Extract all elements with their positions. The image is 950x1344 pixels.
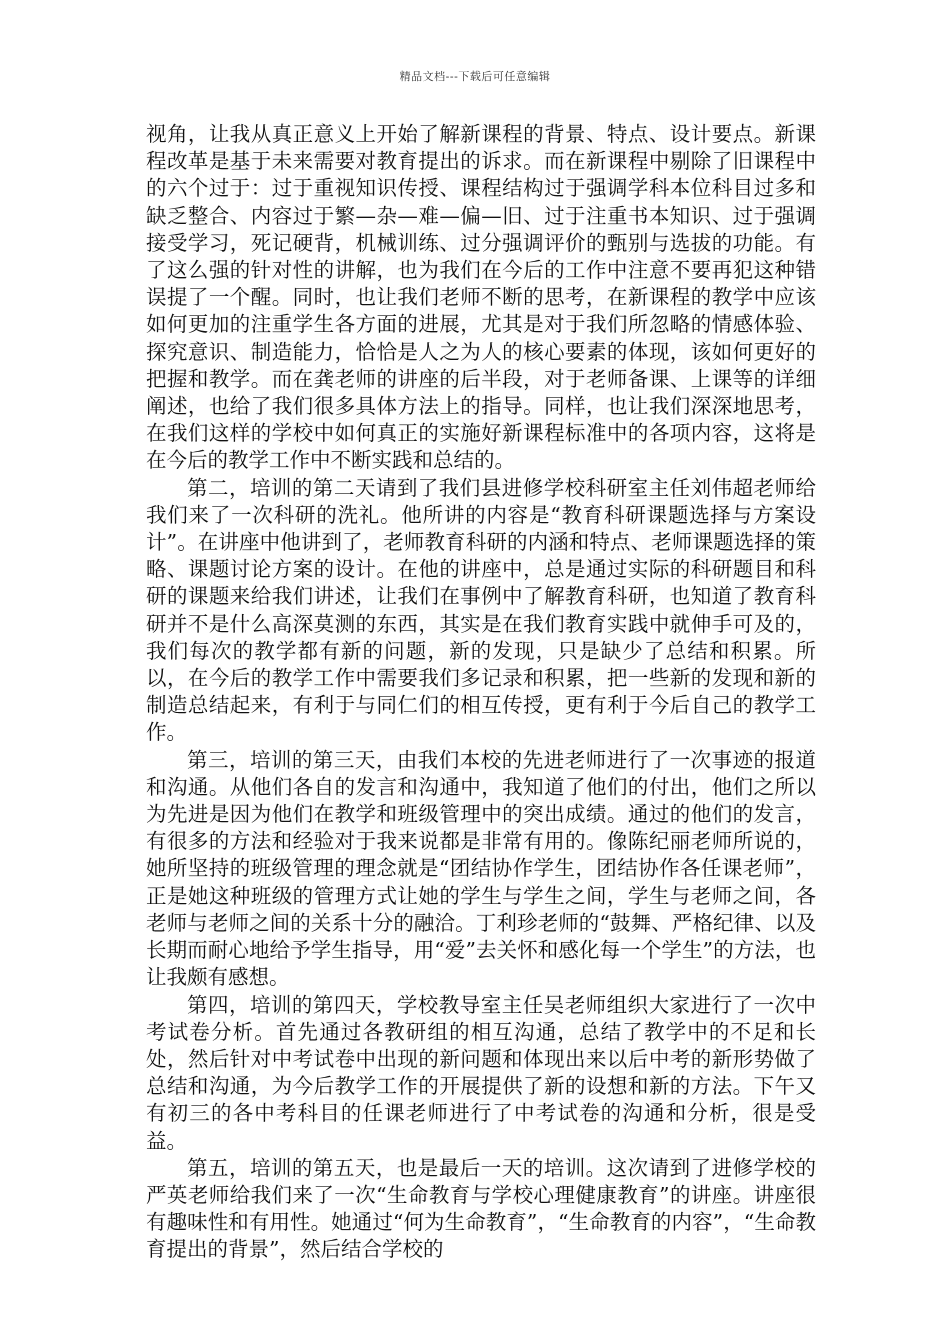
page-header: 精品文档---下载后可任意编辑	[399, 70, 551, 83]
body-paragraph: 第四，培训的第四天，学校教导室主任吴老师组织大家进行了一次中考试卷分析。首先通过各教研组的相互沟通，总结了教学中的不足和长处，然后针对中考试卷中出现的新问题和体现出来以后中考的新形势做了总结和沟通，为今后教学工作的开展提供了新的设想和新的方法。下午又有初三的各中考科目的任课老师进行了中考试卷的沟通和分析，很是受益。	[146, 992, 816, 1153]
body-paragraph: 第二，培训的第二天请到了我们县进修学校科研室主任刘伟超老师给我们来了一次科研的洗礼。他所讲的内容是“教育科研课题选择与方案设计”。在讲座中他讲到了，老师教育科研的内涵和特点、老师课题选择的策略、课题讨论方案的设计。在他的讲座中，总是通过实际的科研题目和科研的课题来给我们讲述，让我们在事例中了解教育科研，也知道了教育科研并不是什么高深莫测的东西，其实是在我们教育实践中就伸手可及的，我们每次的教学都有新的问题，新的发现，只是缺少了总结和积累。所以，在今后的教学工作中需要我们多记录和积累，把一些新的发现和新的制造总结起来，有利于与同仁们的相互传授，更有利于今后自己的教学工作。	[146, 475, 816, 745]
document-body	[146, 121, 816, 1264]
body-paragraph: 第五，培训的第五天，也是最后一天的培训。这次请到了进修学校的严英老师给我们来了一次“生命教育与学校心理健康教育”的讲座。讲座很有趣味性和有用性。她通过“何为生命教育”，“生命教育的内容”，“生命教育提出的背景”，然后结合学校的	[146, 1155, 816, 1262]
body-paragraph: 视角，让我从真正意义上开始了解新课程的背景、特点、设计要点。新课程改革是基于未来需要对教育提出的诉求。而在新课程中剔除了旧课程中的六个过于：过于重视知识传授、课程结构过于强调学科本位科目过多和缺乏整合、内容过于繁—杂—难—偏—旧、过于注重书本知识、过于强调接受学习，死记硬背，机械训练、过分强调评价的甄别与选拔的功能。有了这么强的针对性的讲解，也为我们在今后的工作中注意不要再犯这种错误提了一个醒。同时，也让我们老师不断的思考，在新课程的教学中应该如何更加的注重学生各方面的进展，尤其是对于我们所忽略的情感体验、探究意识、制造能力，恰恰是人之为人的核心要素的体现，该如何更好的把握和教学。而在龚老师的讲座的后半段，对于老师备课、上课等的详细阐述，也给了我们很多具体方法上的指导。同样，也让我们深深地思考，在我们这样的学校中如何真正的实施好新课程标准中的各项内容，这将是在今后的教学工作中不断实践和总结的。	[146, 122, 816, 473]
body-paragraph: 第三，培训的第三天，由我们本校的先进老师进行了一次事迹的报道和沟通。从他们各自的发言和沟通中，我知道了他们的付出，他们之所以为先进是因为他们在教学和班级管理中的突出成绩。通过的他们的发言，有很多的方法和经验对于我来说都是非常有用的。像陈纪丽老师所说的，她所坚持的班级管理的理念就是“团结协作学生，团结协作各任课老师”，正是她这种班级的管理方式让她的学生与学生之间，学生与老师之间，各老师与老师之间的关系十分的融洽。丁利珍老师的“鼓舞、严格纪律、以及长期而耐心地给予学生指导，用“爱”去关怀和感化每一个学生”的方法，也让我颇有感想。	[146, 747, 816, 990]
